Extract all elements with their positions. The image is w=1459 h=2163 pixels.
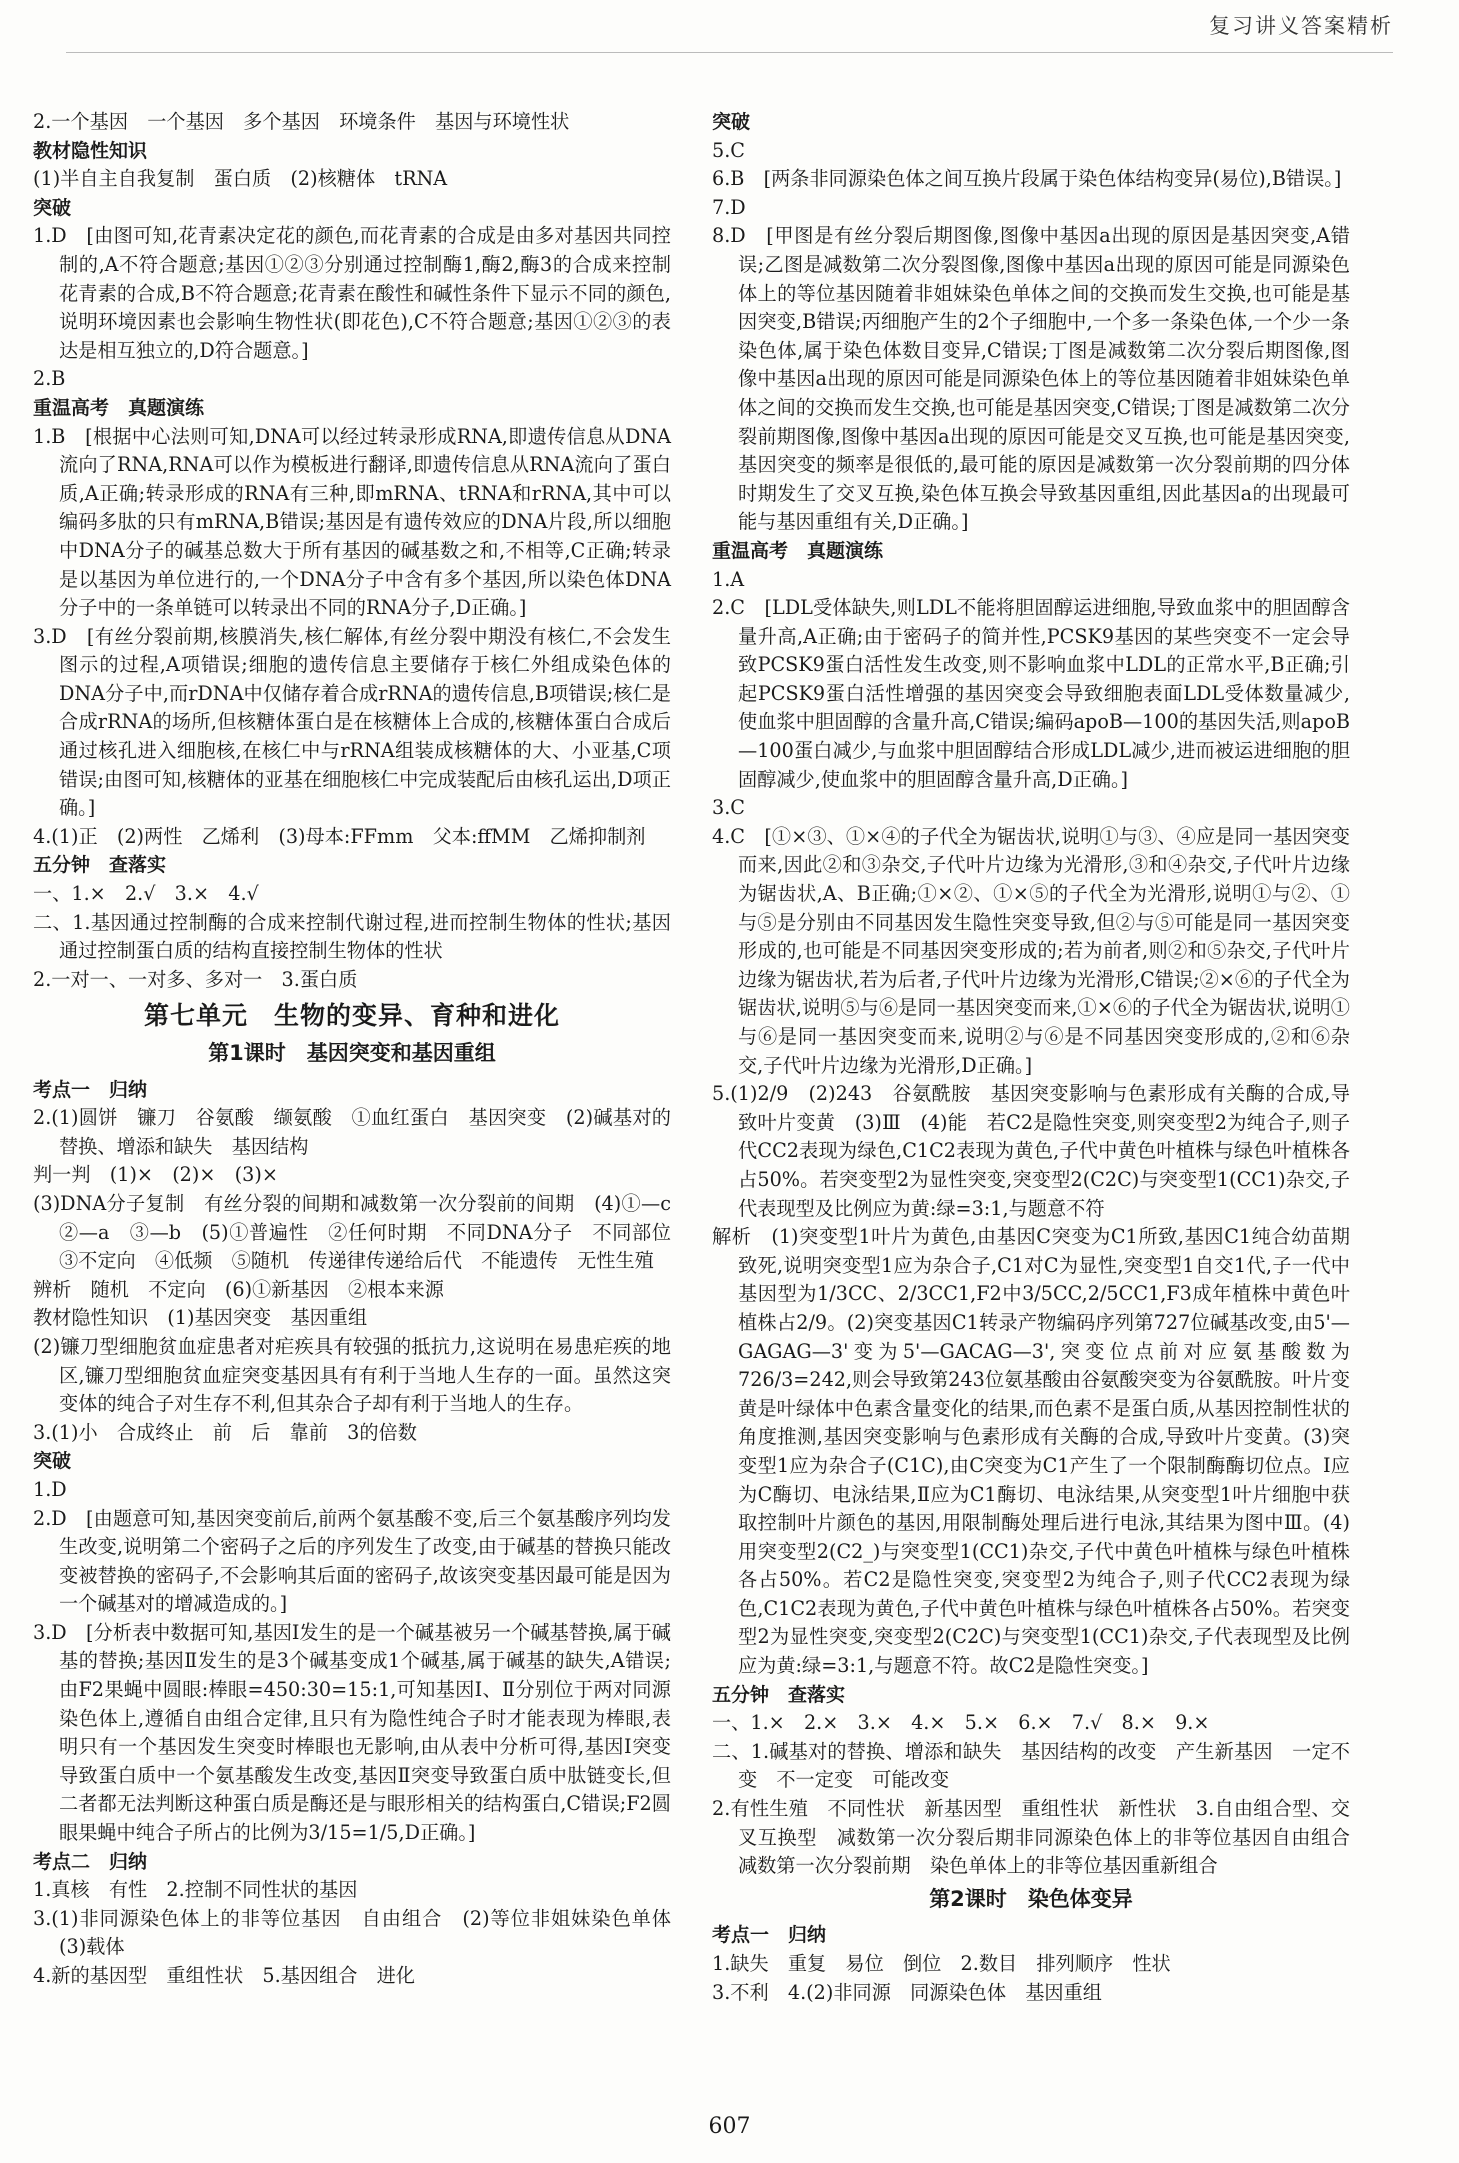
answer-paragraph: 2.C [LDL受体缺失,则LDL不能将胆固醇运进细胞,导致血浆中的胆固醇含量升高,A正确;由于密码子的简并性,PCSK9基因的某些突变不一定会导致PCSK9蛋白活性发生改变,则不影响血浆中LDL的正常水平,B正确;引起PCSK9蛋白活性增强的基因突变会导致细胞表面LDL受体数量减少,使血浆中胆固醇的含量升高,C错误;编码apoB—100的基因失活,则apoB—100蛋白减少,与血浆中胆固醇结合形成LDL减少,进而被运进细胞的胆固醇减少,使血浆中的胆固醇含量升高,D正确。] [712,596,1350,791]
answer-paragraph: 3.(1)小 合成终止 前 后 靠前 3的倍数 [33,1420,417,1444]
answer-paragraph: 4.(1)正 (2)两性 乙烯利 (3)母本:FFmm 父本:ffMM 乙烯抑制剂 [33,824,646,848]
answer-paragraph: 6.B [两条非同源染色体之间互换片段属于染色体结构变异(易位),B错误。] [712,167,1342,191]
section-heading: 突破 [33,196,72,219]
answer-paragraph: 二、1.碱基对的替换、增添和缺失 基因结构的改变 产生新基因 一定不变 不一定变 可能改变 [712,1739,1350,1792]
answer-paragraph: 4.C [①×③、①×④的子代全为锯齿状,说明①与③、④应是同一基因突变而来,因此②和③杂交,子代叶片边缘为光滑形,③和④杂交,子代叶片边缘为锯齿状,A、B正确;①×②、①×⑤的子代全为光滑形,说明①与②、①与⑤是分别由不同基因发生隐性突变导致,但②与⑤可能是同一基因突变形成的,也可能是不同基因突变形成的;若为前者,则②和⑤杂交,子代叶片边缘为锯齿状,若为后者,子代叶片边缘为光滑形,C错误;②×⑥的子代全为锯齿状,说明⑤与⑥是同一基因突变而来,①×⑥的子代全为锯齿状,说明①与⑥是同一基因突变而来,说明②与⑥是不同基因突变形成的,②和⑥杂交,子代叶片边缘为光滑形,D正确。] [712,824,1350,1077]
answer-paragraph: 1.真核 有性 2.控制不同性状的基因 [33,1878,358,1902]
answer-paragraph: 8.D [甲图是有丝分裂后期图像,图像中基因a出现的原因是基因突变,A错误;乙图是减数第二次分裂图像,图像中基因a出现的原因可能是同源染色体上的等位基因随着非姐妹染色单体之间的交换而发生交换,也可能是基因突变,B错误;丙细胞产生的2个子细胞中,一个多一条染色体,一个少一条染色体,属于染色体数目变异,C错误;丁图是减数第二次分裂后期图像,图像中基因a出现的原因可能是同源染色体上的等位基因随着非姐妹染色单体之间的交换而发生交换,也可能是基因突变,C错误;丁图是减数第二次分裂前期图像,图像中基因a出现的原因可能是交叉互换,也可能是基因突变,基因突变的频率是很低的,最可能的原因是减数第一次分裂前期的四分体时期发生了交叉互换,染色体互换会导致基因重组,因此基因a的出现最可能与基因重组有关,D正确。] [712,224,1350,534]
section-heading: 教材隐性知识 [33,139,148,162]
answer-paragraph: 7.D [712,195,746,219]
answer-paragraph: 1.A [712,567,745,591]
answer-paragraph: 1.D [由图可知,花青素决定花的颜色,而花青素的合成是由多对基因共同控制的,A不符合题意;基因①②③分别通过控制酶1,酶2,酶3的合成来控制花青素的合成,B不符合题意;花青素在酸性和碱性条件下显示不同的颜色,说明环境因素也会影响生物性状(即花色),C不符合题意;基因①②③的表达是相互独立的,D符合题意。] [33,224,671,362]
answer-paragraph: 2.一个基因 一个基因 多个基因 环境条件 基因与环境性状 [33,110,570,133]
lesson-title: 第2课时 染色体变异 [929,1886,1133,1911]
left-column [33,108,691,1991]
answer-paragraph: 教材隐性知识 (1)基因突变 基因重组 [33,1306,368,1330]
answer-paragraph: 辨析 随机 不定向 (6)①新基因 ②根本来源 [33,1277,444,1301]
section-heading: 考点一 归纳 [33,1078,148,1101]
section-heading: 考点二 归纳 [33,1850,148,1873]
answer-paragraph: 2.(1)圆饼 镰刀 谷氨酸 缬氨酸 ①血红蛋白 基因突变 (2)碱基对的替换、增添和缺失 基因结构 [33,1106,671,1158]
header-rule [66,52,1393,53]
section-heading: 突破 [33,1450,72,1473]
section-heading: 重温高考 真题演练 [33,396,205,419]
answer-paragraph: 2.一对一、一对多、多对一 3.蛋白质 [33,967,358,991]
page-header: 复习讲义答案精析 [1209,14,1393,38]
lesson-title: 第1课时 基因突变和基因重组 [208,1041,496,1065]
right-column [712,108,1370,2007]
answer-paragraph: 1.D [33,1477,67,1501]
answer-paragraph: 判一判 (1)× (2)× (3)× [33,1163,278,1187]
section-heading: 重温高考 真题演练 [712,539,884,562]
answer-paragraph: 1.缺失 重复 易位 倒位 2.数目 排列顺序 性状 [712,1952,1171,1975]
answer-paragraph: (3)DNA分子复制 有丝分裂的间期和减数第一次分裂前的间期 (4)①—c ②—a ③—b (5)①普遍性 ②任何时期 不同DNA分子 不同部位 ③不定向 ④低频 ⑤随机 传递律传递给后代 不能遗传 无性生殖 [33,1191,691,1273]
answer-paragraph: 3.D [有丝分裂前期,核膜消失,核仁解体,有丝分裂中期没有核仁,不会发生图示的过程,A项错误;细胞的遗传信息主要储存于核仁外组成染色体的DNA分子中,而rDNA中仅储存着合成rRNA的遗传信息,B项错误;核仁是合成rRNA的场所,但核糖体蛋白是在核糖体上合成的,核糖体蛋白合成后通过核孔进入细胞核,在核仁中与rRNA组装成核糖体的大、小亚基,C项错误;由图可知,核糖体的亚基在细胞核仁中完成装配后由核孔运出,D项正确。] [33,624,671,820]
answer-paragraph: 1.B [根据中心法则可知,DNA可以经过转录形成RNA,即遗传信息从DNA流向了RNA,RNA可以作为模板进行翻译,即遗传信息从RNA流向了蛋白质,A正确;转录形成的RNA有三种,即mRNA、tRNA和rRNA,其中可以编码多肽的只有mRNA,B错误;基因是有遗传效应的DNA片段,所以细胞中DNA分子的碱基总数大于所有基因的碱基数之和,不相等,C正确;转录是以基因为单位进行的,一个DNA分子中含有多个基因,所以染色体DNA分子中的一条单链可以转录出不同的RNA分子,D正确。] [33,424,671,620]
answer-paragraph: 二、1.基因通过控制酶的合成来控制代谢过程,进而控制生物体的性状;基因通过控制蛋白质的结构直接控制生物体的性状 [33,910,671,963]
section-heading: 突破 [712,111,751,133]
answer-paragraph: 5.C [712,138,745,162]
answer-paragraph: 5.(1)2/9 (2)243 谷氨酰胺 基因突变影响与色素形成有关酶的合成,导致叶片变黄 (3)Ⅲ (4)能 若C2是隐性突变,则突变型2为纯合子,则子代CC2表现为绿色,C1C2表现为黄色,子代中黄色叶植株与绿色叶植株各占50%。若突变型2为显性突变,突变型2(C2C)与突变型1(CC1)杂交,子代表现型及比例应为黄:绿=3:1,与题意不符 [712,1082,1350,1220]
answer-paragraph: (1)半自主自我复制 蛋白质 (2)核糖体 tRNA [33,167,448,191]
answer-paragraph: 解析 (1)突变型1叶片为黄色,由基因C突变为C1所致,基因C1纯合幼苗期致死,说明突变型1应为杂合子,C1对C为显性,突变型1自交1代,子一代中基因型为1/3CC、2/3CC1,F2中3/5CC,2/5CC1,F3成年植株中黄色叶植株占2/9。(2)突变基因C1转录产物编码序列第727位碱基改变,由5'—GAGAG—3'变为5'—GACAG—3',突变位点前对应氨基酸数为726/3=242,则会导致第243位氨基酸由谷氨酸突变为谷氨酰胺。叶片变黄是叶绿体中色素含量变化的结果,而色素不是蛋白质,从基因控制性状的角度推测,基因突变影响与色素形成有关酶的合成,导致叶片变黄。(3)突变型1应为杂合子(C1C),由C突变为C1产生了一个限制酶酶切位点。Ⅰ应为C酶切、电泳结果,Ⅱ应为C1酶切、电泳结果,从突变型1叶片细胞中获取控制叶片颜色的基因,用限制酶处理后进行电泳,其结果为图中Ⅲ。(4)用突变型2(C2_)与突变型1(CC1)杂交,子代中黄色叶植株与绿色叶植株各占50%。若C2是隐性突变,突变型2为纯合子,则子代CC2表现为绿色,C1C2表现为黄色,子代中黄色叶植株与绿色叶植株各占50%。若突变型2为显性突变,突变型2(C2C)与突变型1(CC1)杂交,子代表现型及比例应为黄:绿=3:1,与题意不符。故C2是隐性突变。] [712,1225,1350,1678]
answer-paragraph: 一、1.× 2.√ 3.× 4.√ [33,882,259,906]
page-number: 607 [708,2114,751,2139]
answer-paragraph: 2.B [33,367,66,391]
section-heading: 五分钟 查落实 [33,854,167,877]
answer-paragraph: 一、1.× 2.× 3.× 4.× 5.× 6.× 7.√ 8.× 9.× [712,1711,1210,1735]
answer-paragraph: 3.C [712,796,745,820]
section-heading: 考点一 归纳 [712,1924,827,1947]
answer-paragraph: 2.有性生殖 不同性状 新基因型 重组性状 新性状 3.自由组合型、交叉互换型 减数第一次分裂后期非同源染色体上的非等位基因自由组合 减数第一次分裂前期 染色单体上的非等位基因重新组合 [712,1797,1370,1878]
answer-paragraph: (2)镰刀型细胞贫血症患者对疟疾具有较强的抵抗力,这说明在易患疟疾的地区,镰刀型细胞贫血症突变基因具有有利于当地人生存的一面。虽然这突变体的纯合子对生存不利,但其杂合子却有利于当地人的生存。 [33,1334,671,1416]
answer-paragraph: 3.(1)非同源染色体上的非等位基因 自由组合 (2)等位非姐妹染色单体 (3)载体 [33,1906,691,1959]
answer-paragraph: 4.新的基因型 重组性状 5.基因组合 进化 [33,1964,415,1987]
answer-paragraph: 3.D [分析表中数据可知,基因Ⅰ发生的是一个碱基被另一个碱基替换,属于碱基的替换;基因Ⅱ发生的是3个碱基变成1个碱基,属于碱基的缺失,A错误;由F2果蝇中圆眼:棒眼=450:30=15:1,可知基因Ⅰ、Ⅱ分别位于两对同源染色体上,遵循自由组合定律,且只有为隐性纯合子时才能表现为棒眼,表明只有一个基因发生突变时棒眼也无影响,由从表中分析可得,基因Ⅰ突变导致蛋白质中一个氨基酸发生改变,基因Ⅱ突变导致蛋白质中肽链变长,但二者都无法判断这种蛋白质是酶还是与眼形相关的结构蛋白,C错误;F2圆眼果蝇中纯合子所占的比例为3/15=1/5,D正确。] [33,1620,671,1845]
section-heading: 五分钟 查落实 [712,1683,846,1706]
unit-title: 第七单元 生物的变异、育种和进化 [143,1001,560,1031]
answer-paragraph: 2.D [由题意可知,基因突变前后,前两个氨基酸不变,后三个氨基酸序列均发生改变,说明第二个密码子之后的序列发生了改变,由于碱基的替换只能改变被替换的密码子,不会影响其后面的密码子,故该突变基因最可能是因为一个碱基对的增减造成的。] [33,1506,671,1616]
answer-paragraph: 3.不利 4.(2)非同源 同源染色体 基因重组 [712,1980,1102,2004]
